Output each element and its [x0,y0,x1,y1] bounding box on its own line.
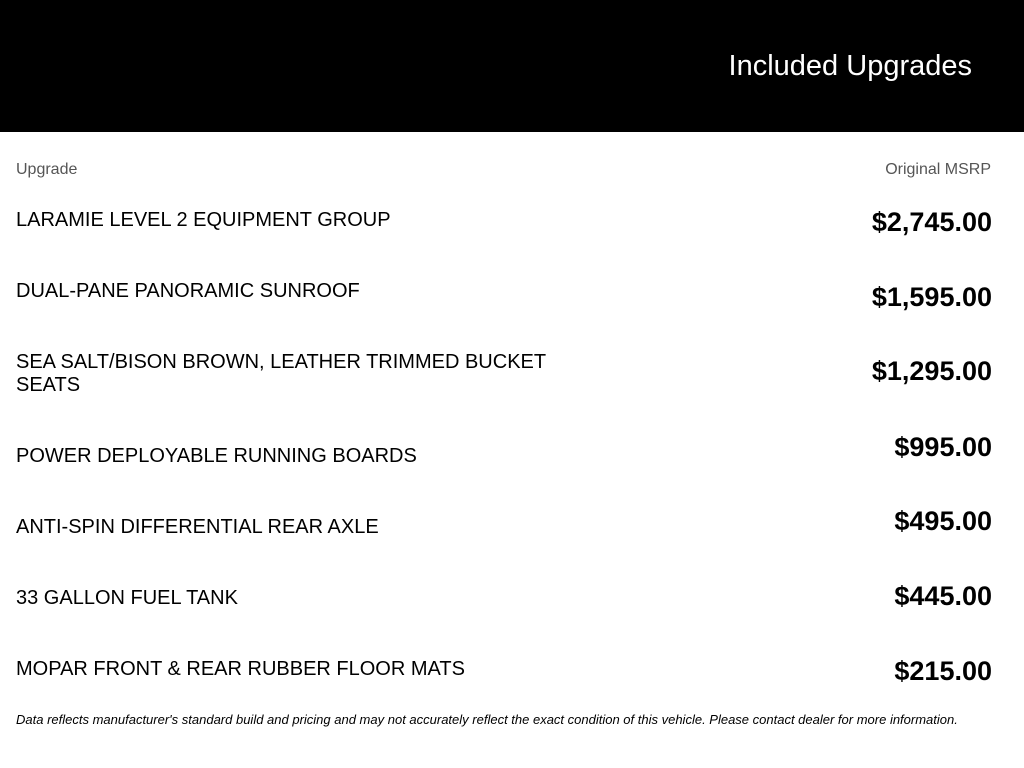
disclaimer-text: Data reflects manufacturer's standard build and pricing and may not accurately reflect the exact condition of this vehicle. Please contact dealer for more information. [16,712,958,727]
upgrade-name: SEA SALT/BISON BROWN, LEATHER TRIMMED BUCKET SEATS [16,351,546,396]
upgrade-price: $1,595.00 [871,282,992,312]
page-title: Included Upgrades [728,50,972,82]
header-banner [0,0,1024,132]
upgrade-price: $1,295.00 [871,356,992,386]
upgrade-name: MOPAR FRONT & REAR RUBBER FLOOR MATS [16,658,465,680]
upgrade-price: $495.00 [894,506,992,536]
upgrade-price: $215.00 [894,656,992,686]
upgrade-name: ANTI-SPIN DIFFERENTIAL REAR AXLE [16,516,379,538]
upgrade-price: $445.00 [894,581,992,611]
upgrade-name: DUAL-PANE PANORAMIC SUNROOF [16,280,360,302]
upgrade-name: 33 GALLON FUEL TANK [16,587,238,609]
column-header-upgrade: Upgrade [16,161,78,178]
upgrade-name: LARAMIE LEVEL 2 EQUIPMENT GROUP [16,209,391,231]
upgrade-price: $995.00 [894,432,992,462]
column-header-msrp: Original MSRP [885,161,991,178]
upgrade-price: $2,745.00 [871,207,992,237]
upgrade-name: POWER DEPLOYABLE RUNNING BOARDS [16,445,417,467]
